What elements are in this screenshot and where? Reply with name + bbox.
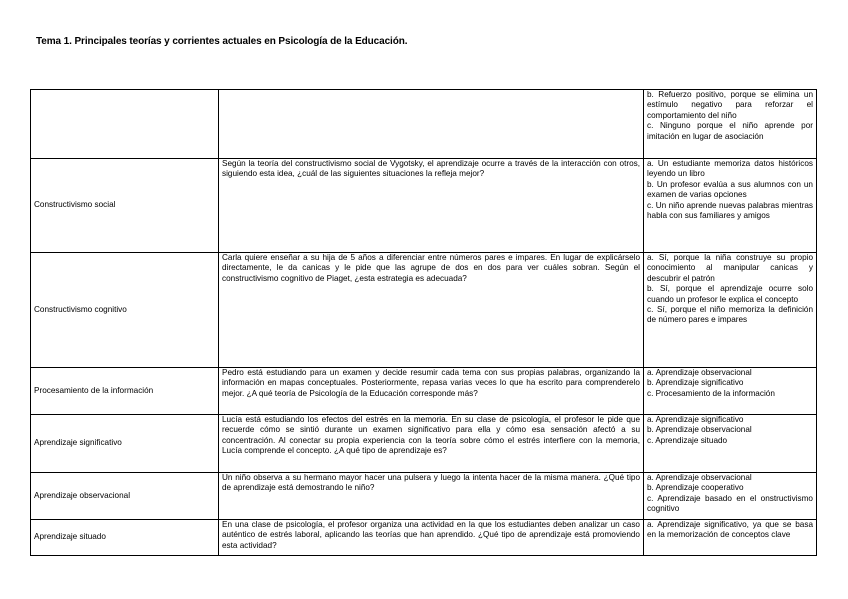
topic-cell: Procesamiento de la información	[31, 368, 219, 415]
question-cell: Según la teoría del constructivismo social de Vygotsky, el aprendizaje ocurre a través de la interacción con otros, siguiendo esta idea, ¿cuál de las siguientes situaciones la refleja mejor?	[219, 159, 644, 253]
option-b: b. Refuerzo positivo, porque se elimina un estímulo negativo para reforzar el comportamiento del niño	[647, 90, 813, 120]
question-cell: Carla quiere enseñar a su hija de 5 años a diferenciar entre números pares e impares. En lugar de explicárselo directamente, le da canicas y le pide que las agrupe de dos en dos para ver cuáles sobran. Según el constructivismo cognitivo de Piaget, ¿esta estrategia es adecuada?	[219, 253, 644, 368]
option-a: a. Un estudiante memoriza datos históricos leyendo un libro	[647, 159, 813, 179]
option-a: a. Aprendizaje significativo	[647, 415, 744, 424]
question-cell: Pedro está estudiando para un examen y decide resumir cada tema con sus propias palabras, organizando la información en mapas conceptuales. Posteriormente, repasa varias veces lo que ha escrito para comprenderelo mejor. ¿A qué teoría de Psicología de la Educación corresponde más?	[219, 368, 644, 415]
option-a: a. Aprendizaje observacional	[647, 473, 752, 482]
table-row	[31, 159, 817, 253]
topic-cell	[31, 90, 219, 159]
option-b: b. Un profesor evalúa a sus alumnos con un examen de varias opciones	[647, 179, 813, 200]
option-a: a. Sí, porque la niña construye su propio conocimiento al manipular canicas y descubrir el patrón	[647, 253, 813, 283]
options-cell	[644, 415, 817, 473]
options-cell	[644, 520, 817, 556]
topic-cell: Constructivismo cognitivo	[31, 253, 219, 368]
option-c: c. Aprendizaje situado	[647, 435, 728, 445]
options-cell	[644, 368, 817, 415]
table-row	[31, 253, 817, 368]
topic-cell: Aprendizaje significativo	[31, 415, 219, 473]
quiz-table	[30, 89, 817, 556]
option-b: b. Sí, porque el aprendizaje ocurre solo cuando un profesor le explica el concepto	[647, 284, 813, 304]
option-c: c. Ninguno porque el niño aprende por imitación en lugar de asociación	[647, 121, 813, 141]
question-cell	[219, 90, 644, 159]
option-a: a. Aprendizaje significativo, ya que se basa en la memorización de conceptos clave	[647, 520, 813, 540]
table-row	[31, 473, 817, 520]
topic-cell: Aprendizaje situado	[31, 520, 219, 556]
option-b: b. Aprendizaje cooperativo	[647, 483, 744, 493]
option-b: b. Aprendizaje observacional	[647, 425, 752, 435]
topic-cell: Aprendizaje observacional	[31, 473, 219, 520]
options-cell	[644, 90, 817, 159]
table-row	[31, 368, 817, 415]
options-cell	[644, 159, 817, 253]
option-c: c. Procesamiento de la información	[647, 388, 775, 398]
option-c: c. Sí, porque el niño memoriza la definición de número pares e impares	[647, 305, 813, 325]
options-cell	[644, 253, 817, 368]
option-c: c. Un niño aprende nuevas palabras mientras habla con sus familiares y amigos	[647, 200, 813, 221]
table-row	[31, 415, 817, 473]
option-b: b. Aprendizaje significativo	[647, 378, 744, 388]
table-row	[31, 520, 817, 556]
option-c: c. Aprendizaje basado en el onstructivismo cognitivo	[647, 493, 813, 514]
question-cell: En una clase de psicología, el profesor organiza una actividad en la que los estudiantes deben analizar un caso auténtico de estrés laboral, aplicando las teorías que han aprendido. ¿Qué tipo de aprendizaje está promoviendo esta actividad?	[219, 520, 644, 556]
question-cell: Lucía está estudiando los efectos del estrés en la memoria. En su clase de psicología, el profesor le pide que recuerde cómo se sintió durante un examen significativo para ella y cómo esa sensación afectó a su concentración. Al conectar su propia experiencia con la teoría sobre cómo el estrés interfiere con la memoria, Lucía comprende el concepto. ¿A qué tipo de aprendizaje es?	[219, 415, 644, 473]
document-title: Tema 1. Principales teorías y corrientes actuales en Psicología de la Educación.	[36, 36, 408, 47]
table-row	[31, 90, 817, 159]
option-a: a. Aprendizaje observacional	[647, 368, 752, 377]
topic-cell: Constructivismo social	[31, 159, 219, 253]
question-cell: Un niño observa a su hermano mayor hacer una pulsera y luego la intenta hacer de la misma manera. ¿Qué tipo de aprendizaje está demostrando le niño?	[219, 473, 644, 520]
options-cell	[644, 473, 817, 520]
